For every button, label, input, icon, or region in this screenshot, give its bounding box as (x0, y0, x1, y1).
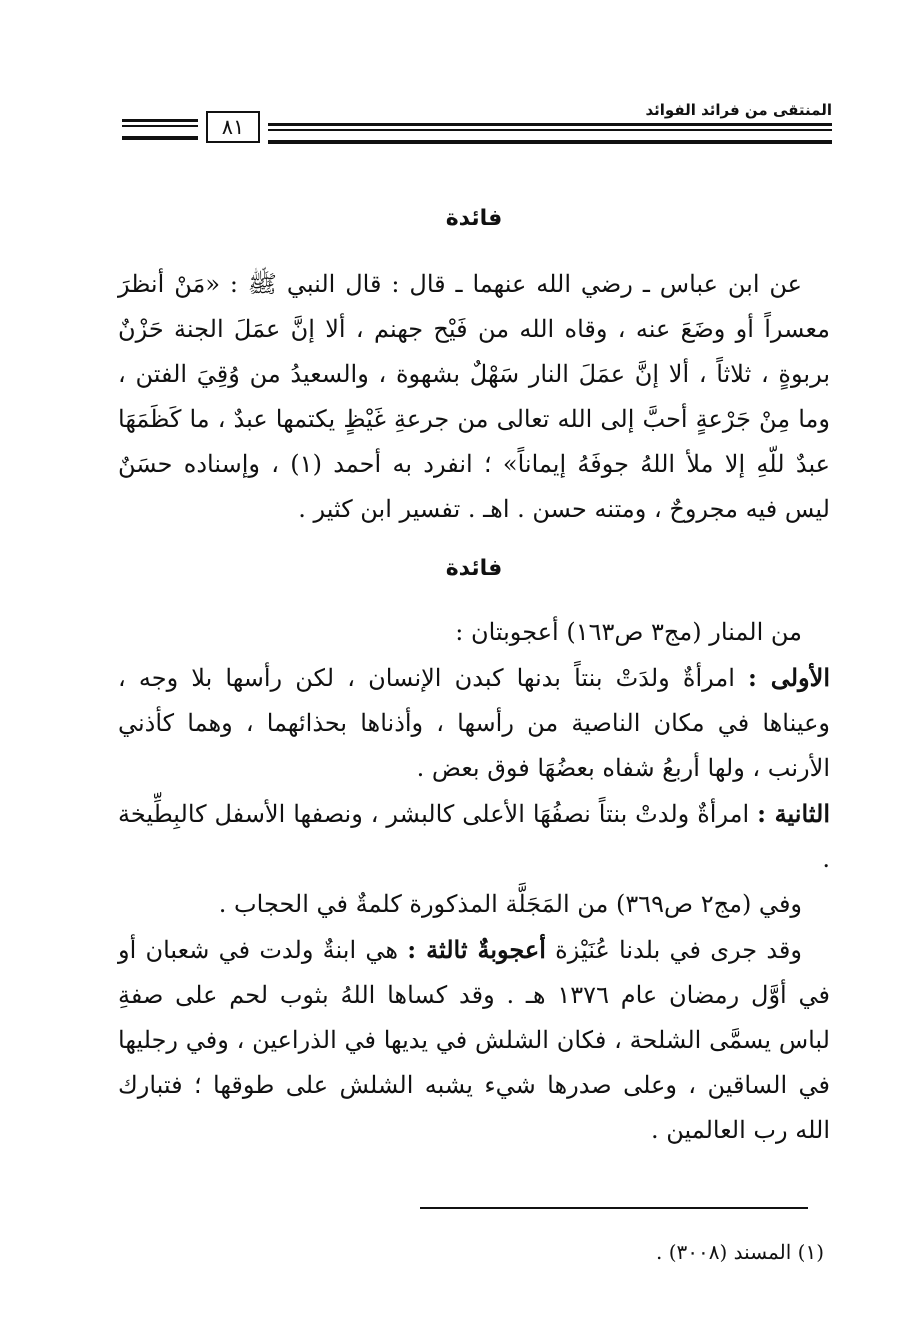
footnote: (١) المسند (٣٠٠٨) . (656, 1240, 824, 1264)
section1-body (118, 262, 830, 532)
book-title: المنتقى من فرائد الفوائد (637, 101, 832, 119)
third-wonder-label: أعجوبةٌ ثالثة : (407, 935, 546, 964)
section2-intro: من المنار (مج٣ ص١٦٣) أعجوبتان : (455, 618, 802, 646)
section1-paragraph: عن ابن عباس ـ رضي الله عنهما ـ قال : قال النبي ﷺ : «مَنْ أنظرَ معسراً أو وضَعَ عنه ، وقاه الله من فَيْح جهنم ، ألا إنَّ عمَلَ الجنة حَزْنٌ بربوةٍ ، ثلاثاً ، ألا إنَّ عمَلَ النار سَهْلٌ بشهوة ، والسعيدُ من وُقِيَ الفتن ، وما مِنْ جَرْعةٍ أحبَّ إلى الله تعالى من جرعةِ غَيْظٍ يكتمها عبدٌ ، ما كَظَمَهَا عبدٌ للّهِ إلا ملأ اللهُ جوفَهُ إيماناً» ؛ انفرد به أحمد (١) ، وإسناده حسَنٌ ليس فيه مجروحٌ ، ومتنه حسن . اهـ . تفسير ابن كثير . (118, 270, 831, 523)
first-wonder-label: الأولى : (748, 663, 830, 692)
section1-title: فائدة (445, 206, 503, 231)
second-wonder (118, 791, 830, 882)
page-header (122, 103, 832, 145)
second-wonder-label: الثانية : (757, 799, 830, 828)
third-wonder-text: هي ابنةٌ ولدت في شعبان أو في أوَّل رمضان عام ١٣٧٦ هـ . وقد كساها اللهُ بثوب لحم على صفةِ لباس يسمَّى الشلحة ، فكان الشلش في يديها في الذراعين ، وفي رجليها في الساقين ، وعلى صدرها شيء يشبه الشلش على طوقها ؛ فتبارك الله رب العالمين . (118, 936, 831, 1144)
third-wonder (118, 927, 830, 1153)
page-number: ٨١ (206, 111, 260, 143)
header-rule-left (122, 119, 198, 140)
first-wonder (118, 655, 830, 791)
footnote-divider (420, 1207, 808, 1209)
second-wonder-text: امرأةٌ ولدتْ بنتاً نصفُهَا الأعلى كالبشر ، ونصفها الأسفل كالبِطِّيخة . (118, 800, 830, 873)
header-rule-right (268, 123, 832, 144)
first-wonder-text: امرأةٌ ولدَتْ بنتاً بدنها كبدن الإنسان ، لكن رأسها بلا وجه ، وعيناها في مكان الناصية من رأسها ، وأذناها بحذائهما ، وهما كأذني الأرنب ، ولها أربعُ شفاه بعضُهَا فوق بعض . (118, 664, 830, 782)
third-wonder-lead: وقد جرى في بلدنا عُنَيْزة (555, 936, 802, 964)
hijab-note: وفي (مج٢ ص٣٦٩) من المَجَلَّة المذكورة كلمةٌ في الحجاب . (218, 890, 802, 918)
section2-body (118, 610, 830, 1153)
section2-title: فائدة (445, 556, 503, 581)
